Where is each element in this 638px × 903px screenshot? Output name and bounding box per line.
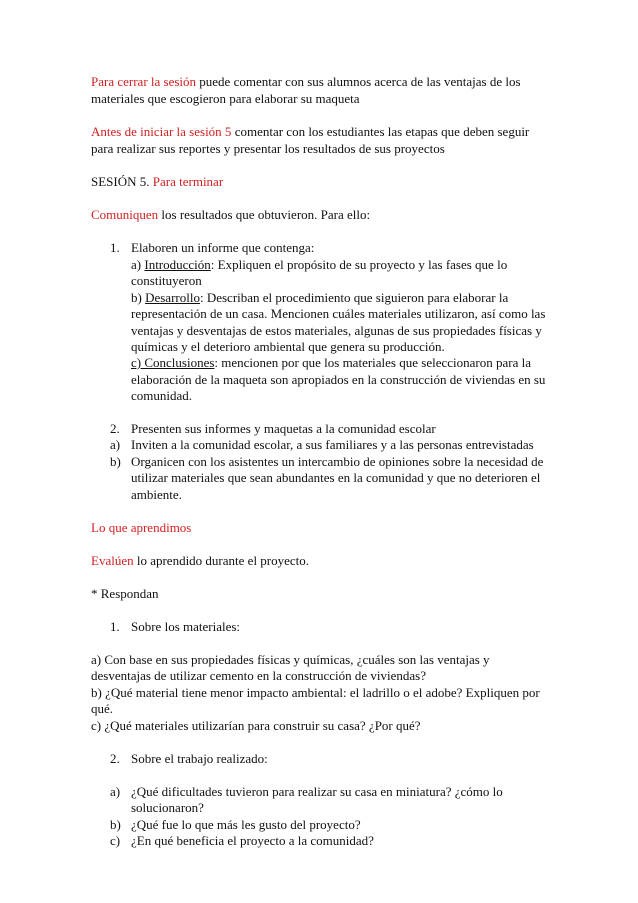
desarrollo-line-3: ventajas y desventajas de estos materiales, algunas de sus propiedades físicas y [131,323,542,338]
red-verb: Comuniquen [91,207,159,222]
list-letter: a) [110,437,121,452]
list-item-text: Presenten sus informes y maquetas a la comunidad escolar [131,421,436,436]
prefix: b) [131,290,146,305]
red-verb: Evalúen [91,553,134,568]
list-item-text: ¿Qué dificultades tuvieron para realizar su casa en miniatura? ¿cómo lo [131,784,503,799]
question-a-line-2: desventajas de utilizar cemento en la construcción de viviendas? [91,668,426,683]
list-number: 2. [110,421,120,436]
desarrollo-sub-item [131,290,508,306]
list-item-text-line-2: solucionaron? [131,800,204,815]
conclusiones-line-2: elaboración de la maqueta son apropiados en la construcción de viviendas en su [131,372,546,387]
underlined-term: Desarrollo [145,290,200,305]
list-item-text: Elaboren un informe que contenga: [131,240,315,255]
question-b-line-1: b) ¿Qué material tiene menor impacto ambiental: el ladrillo o el adobe? Expliquen por [91,685,540,700]
list-number: 1. [110,240,120,255]
list-number: 1. [110,619,120,634]
list-letter: c) [110,833,121,848]
text: : Expliquen el propósito de su proyecto y las fases que lo [210,257,508,272]
question-c-line-1: c) ¿Qué materiales utilizarían para construir su casa? ¿Por qué? [91,718,421,733]
question-title: Sobre el trabajo realizado: [131,751,268,766]
list-item-text-line-3: ambiente. [131,487,182,502]
list-item-text: ¿Qué fue lo que más les gusto del proyecto? [131,817,361,832]
text: lo aprendido durante el proyecto. [133,553,310,568]
underlined-term: Introducción [144,257,211,272]
desarrollo-line-4: químicas y el deterioro ambiental que genera su producción. [131,339,445,354]
prefix: a) [131,257,145,272]
text: comentar con los estudiantes las etapas que deben seguir [231,124,530,139]
text: : mencionen por que los materiales que seleccionaron para la [214,355,531,370]
intro-paragraph-line-1 [91,74,521,90]
list-number: 2. [110,751,120,766]
list-letter: a) [110,784,121,799]
red-phrase: Antes de iniciar la sesión 5 [91,124,232,139]
conclusiones-line-3: comunidad. [131,388,193,403]
list-letter: b) [110,817,121,832]
section-heading: Lo que aprendimos [91,520,192,535]
red-phrase: Para cerrar la sesión [91,74,197,89]
conclusiones-sub-item [131,355,531,371]
list-letter: b) [110,454,121,469]
list-item-text: Organicen con los asistentes un intercambio de opiniones sobre la necesidad de [131,454,544,469]
text: puede comentar con sus alumnos acerca de las ventajas de los [196,74,521,89]
respondan-line: * Respondan [91,586,159,601]
question-title: Sobre los materiales: [131,619,241,634]
question-b-line-2: qué. [91,701,114,716]
intro-sub-item-line-2: constituyeron [131,273,202,288]
session-heading [91,174,223,190]
session-label: SESIÓN 5. [91,174,153,189]
list-item-text: ¿En qué beneficia el proyecto a la comunidad? [131,833,374,848]
prep-paragraph-line-1 [91,124,529,140]
evaluen-line [91,553,309,569]
session-title: Para terminar [152,174,224,189]
comuniquen-line [91,207,370,223]
text: : Describan el procedimiento que siguieron para elaborar la [199,290,509,305]
intro-sub-item [131,257,507,273]
intro-paragraph-line-2: materiales que escogieron para elaborar su maqueta [91,91,360,106]
prep-paragraph-line-2: para realizar sus reportes y presentar los resultados de sus proyectos [91,141,445,156]
list-item-text-line-2: utilizar materiales que sean abundantes en la comunidad y que no deterioren el [131,470,541,485]
text: los resultados que obtuvieron. Para ello: [158,207,371,222]
question-a-line-1: a) Con base en sus propiedades físicas y químicas, ¿cuáles son las ventajas y [91,652,490,667]
list-item-text: Inviten a la comunidad escolar, a sus familiares y a las personas entrevistadas [131,437,534,452]
underlined-term: c) Conclusiones [131,355,215,370]
desarrollo-line-2: representación de un casa. Mencionen cuáles materiales utilizaron, así como las [131,306,546,321]
